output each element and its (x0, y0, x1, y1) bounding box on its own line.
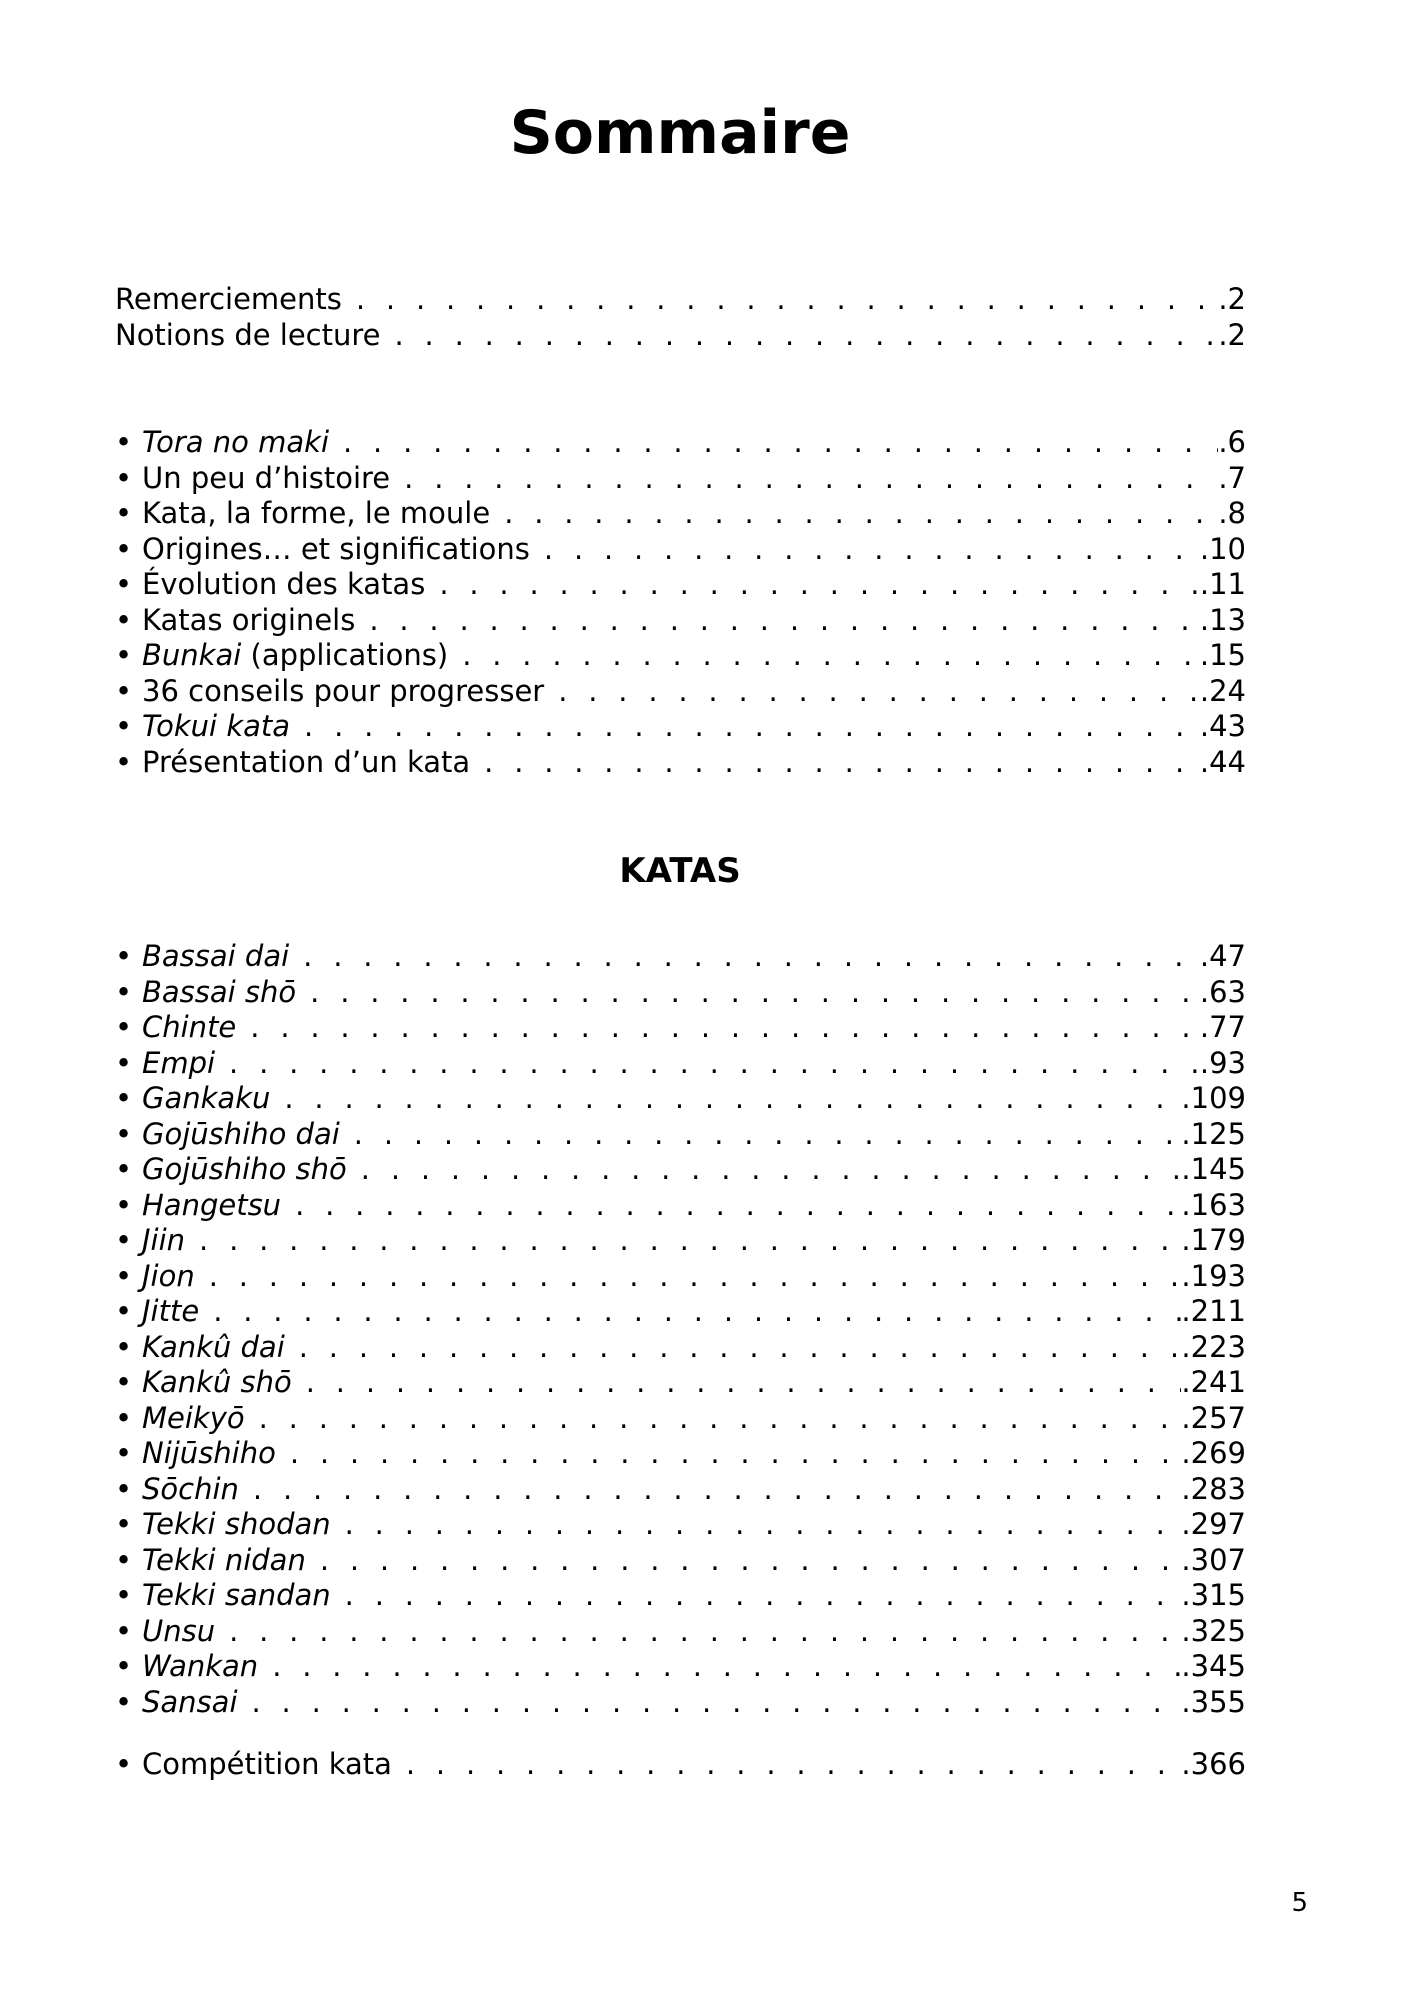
toc-closing-list (115, 1747, 1246, 1783)
toc-entry (115, 1747, 1246, 1783)
bullet: • (115, 1471, 133, 1506)
dot-leader (215, 1046, 1200, 1082)
dot-leader (329, 425, 1218, 461)
dot-leader (245, 1401, 1182, 1437)
toc-entry-page: .223 (1181, 1329, 1246, 1364)
toc-entry-page: .241 (1181, 1365, 1246, 1399)
toc-entry (115, 1472, 1246, 1508)
toc-entry (115, 1436, 1246, 1472)
bullet: • (115, 1329, 133, 1364)
toc-entry-label: Nijūshiho (142, 1436, 276, 1470)
toc-entry-label: Sansai (142, 1684, 238, 1719)
toc-entry (115, 1401, 1246, 1437)
bullet: • (115, 673, 133, 708)
toc-entry (115, 318, 1246, 354)
dot-leader (285, 1330, 1182, 1366)
toc-entry-label: Notions de lecture (115, 317, 381, 352)
toc-general-list (115, 425, 1246, 780)
dot-leader (544, 674, 1200, 710)
page-title: Sommaire (509, 98, 851, 168)
bullet: • (115, 425, 133, 459)
dot-leader (390, 461, 1218, 497)
dot-leader (381, 318, 1219, 354)
dot-leader (276, 1436, 1182, 1472)
toc-entry-label: Kata, la forme, le moule (142, 496, 491, 530)
page-number: 5 (1291, 1888, 1308, 1918)
toc-entry-label: Tora no maki (142, 425, 329, 459)
bullet: • (115, 1116, 133, 1151)
bullet: • (115, 1747, 133, 1781)
toc-entry (115, 1223, 1246, 1259)
toc-entry-page: .24 (1199, 673, 1246, 708)
toc-entry-page: .307 (1181, 1542, 1246, 1577)
dot-leader (292, 1365, 1182, 1401)
toc-entry-page: .193 (1181, 1258, 1246, 1293)
dot-leader (448, 638, 1200, 674)
toc-entry-label: Gankaku (142, 1081, 271, 1115)
toc-entry-label: Bassai shō (142, 974, 297, 1009)
toc-entry-page: .145 (1181, 1152, 1246, 1186)
dot-leader (425, 567, 1200, 603)
toc-entry-label: Empi (142, 1045, 216, 1080)
bullet: • (115, 1578, 133, 1612)
toc-entry-label: Sōchin (142, 1471, 239, 1506)
toc-entry-page: .2 (1218, 282, 1246, 316)
toc-entry-page: .283 (1181, 1471, 1246, 1506)
bullet: • (115, 1045, 133, 1080)
dot-leader (289, 939, 1200, 975)
toc-entry (115, 1614, 1246, 1650)
bullet: • (115, 1010, 133, 1044)
toc-entry-page: .77 (1199, 1010, 1246, 1044)
toc-entry-page: .125 (1181, 1116, 1246, 1151)
toc-entry (115, 1259, 1246, 1295)
bullet: • (115, 1187, 133, 1222)
bullet: • (115, 638, 133, 672)
toc-entry-label: Tekki nidan (142, 1542, 306, 1577)
toc-entry (115, 425, 1246, 461)
toc-entry (115, 1330, 1246, 1366)
katas-heading: KATAS (619, 851, 741, 891)
toc-entry (115, 1685, 1246, 1721)
toc-entry-page: .44 (1199, 744, 1246, 779)
bullet: • (115, 460, 133, 495)
toc-entry-label: Bassai dai (142, 939, 290, 973)
toc-entry-page: .7 (1218, 460, 1246, 495)
bullet: • (115, 1223, 133, 1257)
dot-leader (340, 1117, 1182, 1153)
toc-entry-page: .345 (1181, 1649, 1246, 1683)
toc-entry-label: Un peu d’histoire (142, 460, 391, 495)
toc-entry-page: .43 (1199, 709, 1246, 743)
toc-entry-label: Unsu (142, 1613, 216, 1648)
bullet: • (115, 974, 133, 1009)
dot-leader (490, 496, 1218, 532)
bullet: • (115, 602, 133, 637)
toc-entry-label: 36 conseils pour progresser (142, 673, 545, 708)
toc-entry (115, 496, 1246, 532)
dot-leader (270, 1081, 1181, 1117)
toc-entry-page: .257 (1181, 1400, 1246, 1435)
bullet: • (115, 567, 133, 601)
toc-entry-label: Remerciements (115, 282, 342, 316)
toc-entry-label: Tokui kata (142, 709, 291, 743)
toc-entry (115, 1188, 1246, 1224)
toc-entry-page: .93 (1199, 1045, 1246, 1080)
toc-entry-page: .297 (1181, 1507, 1246, 1541)
bullet: • (115, 1649, 133, 1683)
toc-entry-label: Kankû shō (142, 1365, 292, 1399)
dot-leader (306, 1543, 1182, 1579)
toc-entry (115, 282, 1246, 318)
dot-leader (296, 975, 1200, 1011)
toc-entry-page: .63 (1199, 974, 1246, 1009)
toc-entry-label: Wankan (142, 1649, 259, 1683)
dot-leader (331, 1578, 1182, 1614)
dot-leader (470, 745, 1200, 781)
toc-entry-page: .6 (1218, 425, 1246, 459)
toc-entry-page: .269 (1181, 1436, 1246, 1470)
toc-entry-page: .10 (1199, 531, 1246, 566)
toc-entry (115, 975, 1246, 1011)
toc-entry-label (142, 638, 448, 674)
toc-entry-label: Kankû dai (142, 1329, 285, 1364)
dot-leader (236, 1010, 1200, 1046)
toc-entry-page: .325 (1181, 1613, 1246, 1648)
bullet: • (115, 1507, 133, 1541)
toc-entry-label: Tekki sandan (142, 1578, 331, 1612)
toc-entry (115, 638, 1246, 674)
toc-entry (115, 1046, 1246, 1082)
dot-leader (530, 532, 1200, 568)
bullet: • (115, 1258, 133, 1293)
toc-entry (115, 674, 1246, 710)
toc-entry (115, 1294, 1246, 1330)
bullet: • (115, 1684, 133, 1719)
toc-entry-label: Katas originels (142, 602, 356, 637)
toc-entry-page: .355 (1181, 1684, 1246, 1719)
toc-entry-page: .11 (1199, 567, 1246, 601)
toc-entry-page: .8 (1218, 496, 1246, 530)
toc-entry (115, 1507, 1246, 1543)
toc-entry (115, 1010, 1246, 1046)
toc-entry-page: .366 (1181, 1747, 1246, 1781)
toc-entry (115, 461, 1246, 497)
bullet: • (115, 1613, 133, 1648)
toc-entry-page: .13 (1199, 602, 1246, 637)
toc-entry-label: Jitte (142, 1294, 200, 1328)
toc-entry (115, 939, 1246, 975)
toc-entry (115, 603, 1246, 639)
toc-entry (115, 567, 1246, 603)
dot-leader (342, 282, 1218, 318)
dot-leader (392, 1747, 1182, 1783)
toc-entry-label: Meikyō (142, 1400, 245, 1435)
dot-leader (238, 1685, 1182, 1721)
toc-entry-page: .179 (1181, 1223, 1246, 1257)
bullet: • (115, 1081, 133, 1115)
toc-entry (115, 1152, 1246, 1188)
dot-leader (215, 1614, 1181, 1650)
toc-entry-label: Jiin (142, 1223, 186, 1257)
toc-entry-page: .15 (1199, 638, 1246, 672)
dot-leader (199, 1294, 1181, 1330)
toc-entry-label-term: Bunkai (142, 638, 242, 672)
toc-entry-label: Origines… et significations (142, 531, 530, 566)
toc-entry (115, 1543, 1246, 1579)
toc-entry-label: Présentation d’un kata (142, 744, 471, 779)
toc-entry (115, 709, 1246, 745)
bullet: • (115, 496, 133, 530)
dot-leader (239, 1472, 1182, 1508)
toc-entry-label: Évolution des katas (142, 567, 426, 601)
toc-entry-label: Gojūshiho dai (142, 1116, 340, 1151)
dot-leader (185, 1223, 1181, 1259)
toc-entry (115, 1578, 1246, 1614)
bullet: • (115, 531, 133, 566)
toc-entry-label: Gojūshiho shō (142, 1152, 347, 1186)
toc-entry (115, 745, 1246, 781)
toc-entry (115, 1649, 1246, 1685)
toc-entry-page: .315 (1181, 1578, 1246, 1612)
bullet: • (115, 1542, 133, 1577)
dot-leader (281, 1188, 1181, 1224)
toc-entry-label: Jion (142, 1258, 195, 1293)
toc-entry-label-extra: (applications) (241, 638, 449, 672)
toc-entry-label: Hangetsu (142, 1187, 282, 1222)
toc-entry (115, 532, 1246, 568)
toc-entry (115, 1081, 1246, 1117)
toc-entry (115, 1117, 1246, 1153)
bullet: • (115, 1365, 133, 1399)
toc-entry-page: .211 (1181, 1294, 1246, 1328)
toc-entry (115, 1365, 1246, 1401)
dot-leader (290, 709, 1200, 745)
toc-entry-page: .163 (1181, 1187, 1246, 1222)
bullet: • (115, 709, 133, 743)
toc-entry-page: .109 (1181, 1081, 1246, 1115)
bullet: • (115, 1400, 133, 1435)
dot-leader (355, 603, 1200, 639)
toc-intro-list (115, 282, 1246, 353)
bullet: • (115, 1436, 133, 1470)
dot-leader (195, 1259, 1182, 1295)
bullet: • (115, 1152, 133, 1186)
dot-leader (347, 1152, 1182, 1188)
toc-katas-list (115, 939, 1246, 1720)
toc-entry-label: Tekki shodan (142, 1507, 331, 1541)
bullet: • (115, 939, 133, 973)
toc-entry-page: .2 (1218, 317, 1246, 352)
bullet: • (115, 1294, 133, 1328)
dot-leader (331, 1507, 1182, 1543)
toc-entry-page: .47 (1199, 939, 1246, 973)
dot-leader (258, 1649, 1181, 1685)
toc-entry-label: Chinte (142, 1010, 237, 1044)
toc-entry-label: Compétition kata (142, 1747, 392, 1781)
bullet: • (115, 744, 133, 779)
